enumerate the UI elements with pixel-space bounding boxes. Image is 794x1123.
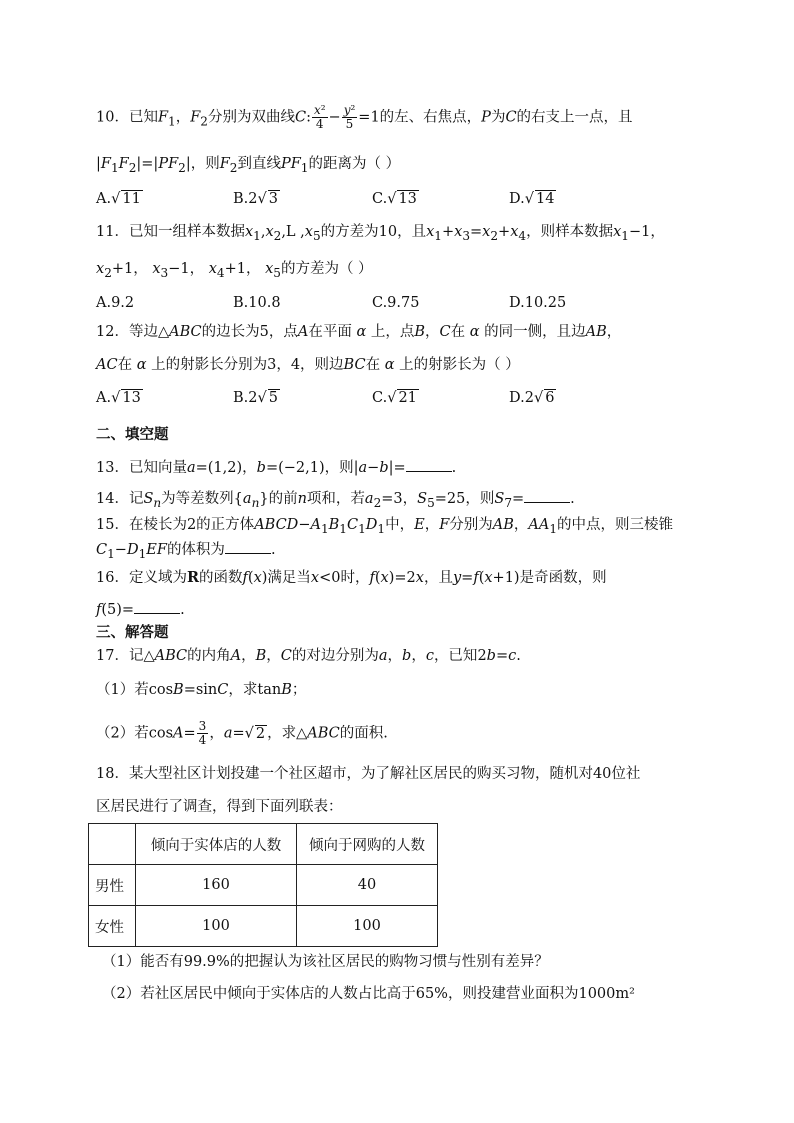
- q10-text: ，则: [190, 156, 220, 172]
- q18-text: （2）若社区居民中倾向于实体店的人数占比高于: [102, 986, 416, 1002]
- table-cell: 男性: [89, 865, 136, 906]
- q17-text: 的面积.: [339, 725, 388, 742]
- q12-text: 在: [365, 357, 381, 373]
- table-header-cell: [89, 824, 136, 865]
- table-row: [89, 906, 438, 947]
- q10-line1: 10．已知$F_1$，$F_2$分别为双曲线C: $\frac{\text{x²}}{4}$ − $\frac{\text{y²}}{5}$ =1的左、右焦点，P为C的右支上一点，且: [96, 103, 633, 131]
- q16-text: 是奇函数，则: [519, 570, 607, 586]
- q10-frac-x: $\frac{\text{x²}}{4}$: [313, 103, 326, 131]
- q15-text: 分别为: [449, 517, 493, 533]
- q17-text: ；: [291, 682, 307, 698]
- table-cell: 女性: [89, 906, 136, 947]
- q14-text: ，: [402, 491, 418, 507]
- q10-text: 的距离为（ ）: [308, 156, 401, 172]
- survey-contingency-table: [88, 823, 438, 947]
- q11-line1: 11．已知一组样本数据$x_1,x_2,L$ $,x_5$的方差为10，且$x_1+x_3=x_2+x_4$，则样本数据$x_1-1$，: [96, 224, 665, 243]
- q12-text: ，: [425, 324, 440, 340]
- q12-option-b[interactable]: B.2√ 5: [233, 390, 278, 406]
- q10-options: [96, 189, 696, 209]
- q13-text: =: [393, 460, 406, 476]
- q10-text: 10．已知: [96, 109, 158, 126]
- q12-text: 在: [117, 357, 133, 373]
- q18-line2: 区居民进行了调查，得到下面列联表：: [96, 799, 343, 815]
- q13-text: ，: [242, 460, 257, 476]
- table-row: [89, 865, 438, 906]
- table-header-cell: 倾向于网购的人数: [297, 824, 438, 865]
- q10-option-a[interactable]: A.√ 11: [96, 191, 141, 207]
- q14-line: 14．记$S_n$为等差数列$\{a_n\}$的前n项和，若$a_2=3$，$S_5=25$，则$S_7=$ .: [96, 488, 575, 513]
- table-cell: 100: [297, 906, 438, 947]
- q18-line1: 18．某大型社区计划投建一个社区超市，为了解社区居民的购买习物，随机对40位社: [96, 766, 641, 782]
- q11-option-d[interactable]: D.10.25: [509, 295, 567, 311]
- q12-text: 上，点: [370, 324, 415, 340]
- q16-line2: f(5)= .: [96, 599, 185, 620]
- q15-text: ，: [513, 517, 529, 533]
- q12-option-d[interactable]: D.2√ 6: [509, 390, 555, 406]
- section-fill-in-heading: 二、填空题: [96, 427, 169, 443]
- q18-text: ，则投建营业面积为: [447, 986, 579, 1002]
- q10-option-d[interactable]: D.√ 14: [509, 191, 555, 207]
- q17-text: 的内角: [187, 648, 231, 664]
- q15-answer-blank[interactable]: [225, 539, 271, 554]
- q11-text: ，则样本数据: [526, 224, 614, 240]
- q12-text: 上的射影长为（ ）: [399, 357, 520, 373]
- q12-text: 的边长为5，点: [201, 324, 298, 340]
- q16-text: 满足当: [267, 570, 311, 586]
- q14-text: 14．记: [96, 491, 144, 507]
- q17-text: ，: [209, 725, 224, 742]
- q18-part1: （1）能否有99.9%的把握认为该社区居民的购物习惯与性别有差异？: [102, 954, 549, 970]
- q12-line1: 12．等边△ABC的边长为5，点A在平面 α 上，点B，C在 α 的同一侧，且边AB，: [96, 324, 622, 340]
- q17-text: ，: [241, 648, 256, 664]
- q18-text: 1000m²: [578, 986, 635, 1002]
- q10-text: 的右支上一点，且: [516, 109, 633, 126]
- q10-text: 为: [490, 109, 506, 126]
- q10-line2: $|F_1F_2|=|PF_2|$，则$F_2$到直线$PF_1$的距离为（ ）: [96, 156, 401, 175]
- q17-part2: （2）若cosA= $\frac{3}{4}$ ，a=√ 2 ，求△ABC的面积.: [96, 719, 388, 747]
- q12-option-c[interactable]: C.√ 21: [372, 390, 417, 406]
- q17-text: ，: [387, 648, 403, 664]
- q17-text: 的对边分别为: [291, 648, 379, 664]
- q12-text: 上的射影长分别为3，4，则边: [151, 357, 344, 373]
- q10-text: 分别为双曲线: [207, 109, 295, 126]
- q10-option-c[interactable]: C.√ 13: [372, 191, 417, 207]
- table-cell: 40: [297, 865, 438, 906]
- q17-text: 17．记△: [96, 648, 155, 664]
- q18-text: 65%: [415, 986, 448, 1002]
- q14-answer-blank[interactable]: [524, 488, 570, 503]
- q18-part2: [102, 984, 635, 1004]
- q14-text: 为等差数列: [161, 491, 234, 507]
- q13-text: ，则: [324, 460, 354, 476]
- q13-text: 13．已知向量: [96, 460, 187, 476]
- table-header-cell: 倾向于实体店的人数: [136, 824, 297, 865]
- q12-line2: AC在 α 上的射影长分别为3，4，则边BC在 α 上的射影长为（ ）: [96, 357, 520, 373]
- q16-text: R: [186, 569, 200, 586]
- q12-options: [96, 388, 696, 408]
- table-header-row: [89, 824, 438, 865]
- q15-line1: 15．在棱长为2的正方体$ABCD-A_1B_1C_1D_1$中，E，F分别为AB，$AA_1$的中点，则三棱锥: [96, 517, 674, 536]
- q13-line: 13．已知向量a=(1,2)，b=(−2,1)，则|a−b|= .: [96, 457, 456, 478]
- q17-line: 17．记△ABC的内角A，B，C的对边分别为a，b，c，已知2b=c.: [96, 648, 521, 664]
- q16-answer-blank[interactable]: [134, 599, 180, 614]
- table-cell: 100: [136, 906, 297, 947]
- q17-text: ，已知: [433, 648, 478, 664]
- q13-answer-blank[interactable]: [406, 457, 452, 472]
- q12-text: 12．等边△: [96, 324, 170, 340]
- q16-text: 时，: [340, 570, 370, 586]
- q12-text: 在: [450, 324, 466, 340]
- q11-options: [96, 293, 696, 313]
- q16-text: 的函数: [199, 570, 243, 586]
- q12-text: 的同一侧，且边: [484, 324, 586, 340]
- q15-line2: $C_1-D_1EF$的体积为 .: [96, 539, 276, 564]
- q16-line1: 16．定义域为R的函数f(x)满足当x<0时，f(x)=2x，且y=f(x+1)是奇函数，则: [96, 569, 607, 586]
- q15-text: ，: [424, 517, 440, 533]
- q11-text: 11．已知一组样本数据: [96, 224, 245, 240]
- q17-text: ，求: [228, 682, 258, 698]
- q10-text: 的左、右焦点，: [379, 109, 482, 126]
- q11-option-a[interactable]: A.9.2: [96, 295, 135, 311]
- q17-text: （2）若: [96, 725, 149, 742]
- q17-text: （1）若: [96, 682, 149, 698]
- q11-text: 的方差为（ ）: [280, 261, 373, 277]
- section-solution-heading: 三、解答题: [96, 625, 169, 641]
- q12-text: 在平面: [308, 324, 352, 340]
- q16-text: 16．定义域为: [96, 570, 187, 586]
- q14-text: ，则: [465, 491, 495, 507]
- q11-option-b[interactable]: B.10.8: [233, 295, 281, 311]
- q10-text: ，: [175, 109, 191, 126]
- q17-text: ，: [411, 648, 426, 664]
- q14-text: 项和，若: [306, 491, 365, 507]
- q17-text: ，: [266, 648, 281, 664]
- q16-text: ，且: [423, 570, 453, 586]
- q15-text: 15．在棱长为2的正方体: [96, 517, 255, 533]
- q12-option-a[interactable]: A.√ 13: [96, 390, 141, 406]
- q11-text: 的方差为10，且: [320, 224, 427, 240]
- q11-line2: $x_2+1$， $x_3-1$， $x_4+1$， $x_5$的方差为（ ）: [96, 261, 373, 280]
- q14-text: =: [512, 491, 525, 507]
- q15-text: 中，: [385, 517, 415, 533]
- q10-text: 到直线: [237, 156, 281, 172]
- q17-frac: $\frac{3}{4}$: [198, 719, 207, 747]
- q10-option-b[interactable]: B.2√ 3: [233, 191, 278, 207]
- q12-text: ，: [606, 324, 622, 340]
- q17-text: ，求△: [267, 725, 308, 742]
- table-cell: 160: [136, 865, 297, 906]
- q14-text: 的前: [268, 491, 298, 507]
- q11-option-c[interactable]: C.9.75: [372, 295, 420, 311]
- q15-text: 的体积为: [166, 542, 225, 558]
- q10-frac-y: $\frac{\text{y²}}{5}$: [343, 103, 356, 131]
- q17-part1: （1）若cosB=sinC，求tanB；: [96, 682, 307, 698]
- q15-text: 的中点，则三棱锥: [557, 517, 674, 533]
